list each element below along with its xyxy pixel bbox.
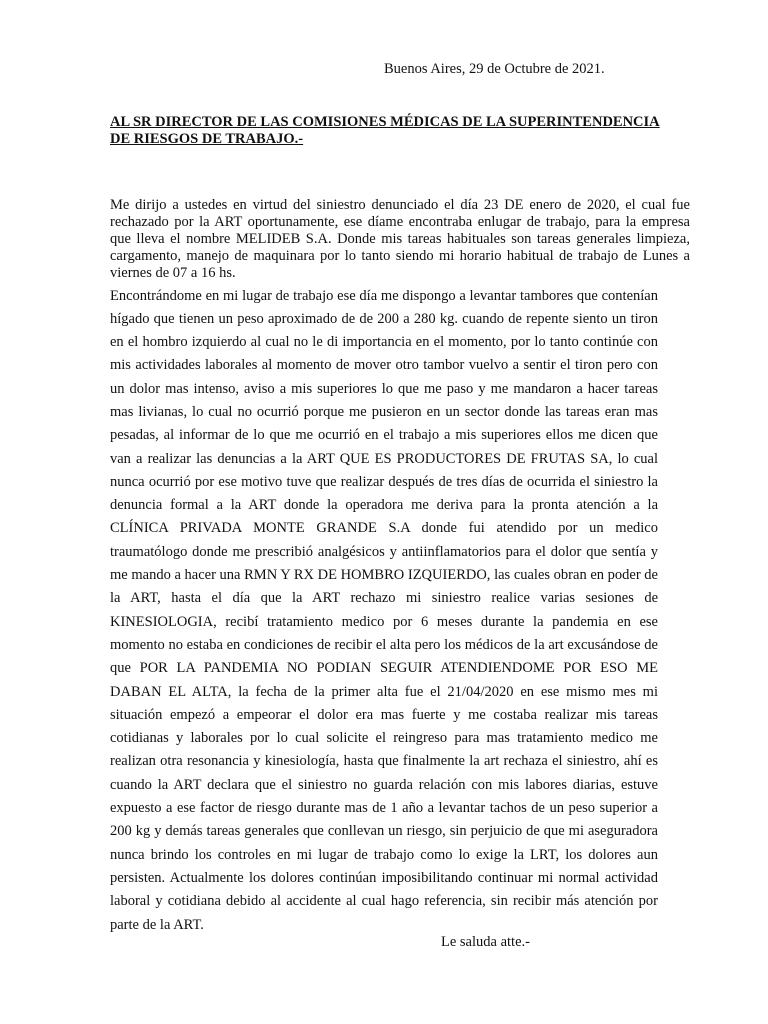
body-paragraph: Encontrándome en mi lugar de trabajo ese día me dispongo a levantar tambores que contenían hígado que tienen un peso aproximado de de 200 a 280 kg. cuando de repente siento un tiron en el hombro izquierdo al cual no le di importancia en el momento, por lo tanto continúe con mis actividades laborales al momento de mover otro tambor vuelvo a sentir el tiron pero con un dolor mas intenso, aviso a mis superiores lo que me paso y me mandaron a hacer tareas mas livianas, lo cual no ocurrió porque me pusieron en un sector donde las tareas eran mas pesadas, al informar de lo que me ocurrió en el trabajo a mis superiores ellos me dicen que van a realizar las denuncias a la ART QUE ES PRODUCTORES DE FRUTAS SA, lo cual nunca ocurrió por ese motivo tuve que realizar después de tres días de ocurrida el siniestro la denuncia formal a la ART donde la operadora me deriva para la pronta atención a la CLÍNICA PRIVADA MONTE GRANDE S.A donde fui atendido por un medico traumatólogo donde me prescribió analgésicos y antiinflamatorios para el dolor que sentía y me mando a hacer una RMN Y RX DE HOMBRO IZQUIERDO, las cuales obran en poder de la ART, hasta el día que la ART rechazo mi siniestro realice varias sesiones de KINESIOLOGIA, recibí tratamiento medico por 6 meses durante la pandemia en ese momento no estaba en condiciones de recibir el alta pero los médicos de la art excusándose de que POR LA PANDEMIA NO PODIAN SEGUIR ATENDIENDOME POR ESO ME DABAN EL ALTA, la fecha de la primer alta fue el 21/04/2020 en ese mismo mes mi situación empezó a empeorar el dolor era mas fuerte y me costaba realizar mis tareas cotidianas y laborales por lo cual solicite el reingreso para mas tratamiento medico me realizan otra resonancia y kinesiología, hasta que finalmente la art rechaza el siniestro, ahí es cuando la ART declara que el siniestro no guarda relación con mis labores diarias, estuve expuesto a ese factor de riesgo durante mas de 1 año a levantar tachos de un peso superior a 200 kg y demás tareas generales que conllevan un riesgo, sin perjuicio de que mi aseguradora nunca brindo los controles en mi lugar de trabajo como lo exige la LRT, los dolores aun persisten. Actualmente los dolores continúan imposibilitando continuar mi normal actividad laboral y cotidiana debido al accidente al cual hago referencia, sin recibir más atención por parte de la ART.: [110, 287, 658, 933]
letter-date: Buenos Aires, 29 de Octubre de 2021.: [384, 61, 605, 77]
letter-heading: [110, 114, 670, 148]
heading-line-1: AL SR DIRECTOR DE LAS COMISIONES MÉDICAS DE LA SUPERINTENDENCIA: [110, 114, 660, 130]
heading-line-2: DE RIESGOS DE TRABAJO.-: [110, 131, 304, 147]
intro-paragraph: Me dirijo a ustedes en virtud del siniestro denunciado el día 23 DE enero de 2020, el cual fue rechazado por la ART oportunamente, ese díame encontraba enlugar de trabajo, para la empresa que lleva el nombre MELIDEB S.A. Donde mis tareas habituales son tareas generales limpieza, cargamento, manejo de maquinara por lo tanto siendo mi horario habitual de trabajo de Lunes a viernes de 07 a 16 hs.: [110, 196, 690, 281]
closing-line: Le saluda atte.-: [441, 934, 530, 950]
